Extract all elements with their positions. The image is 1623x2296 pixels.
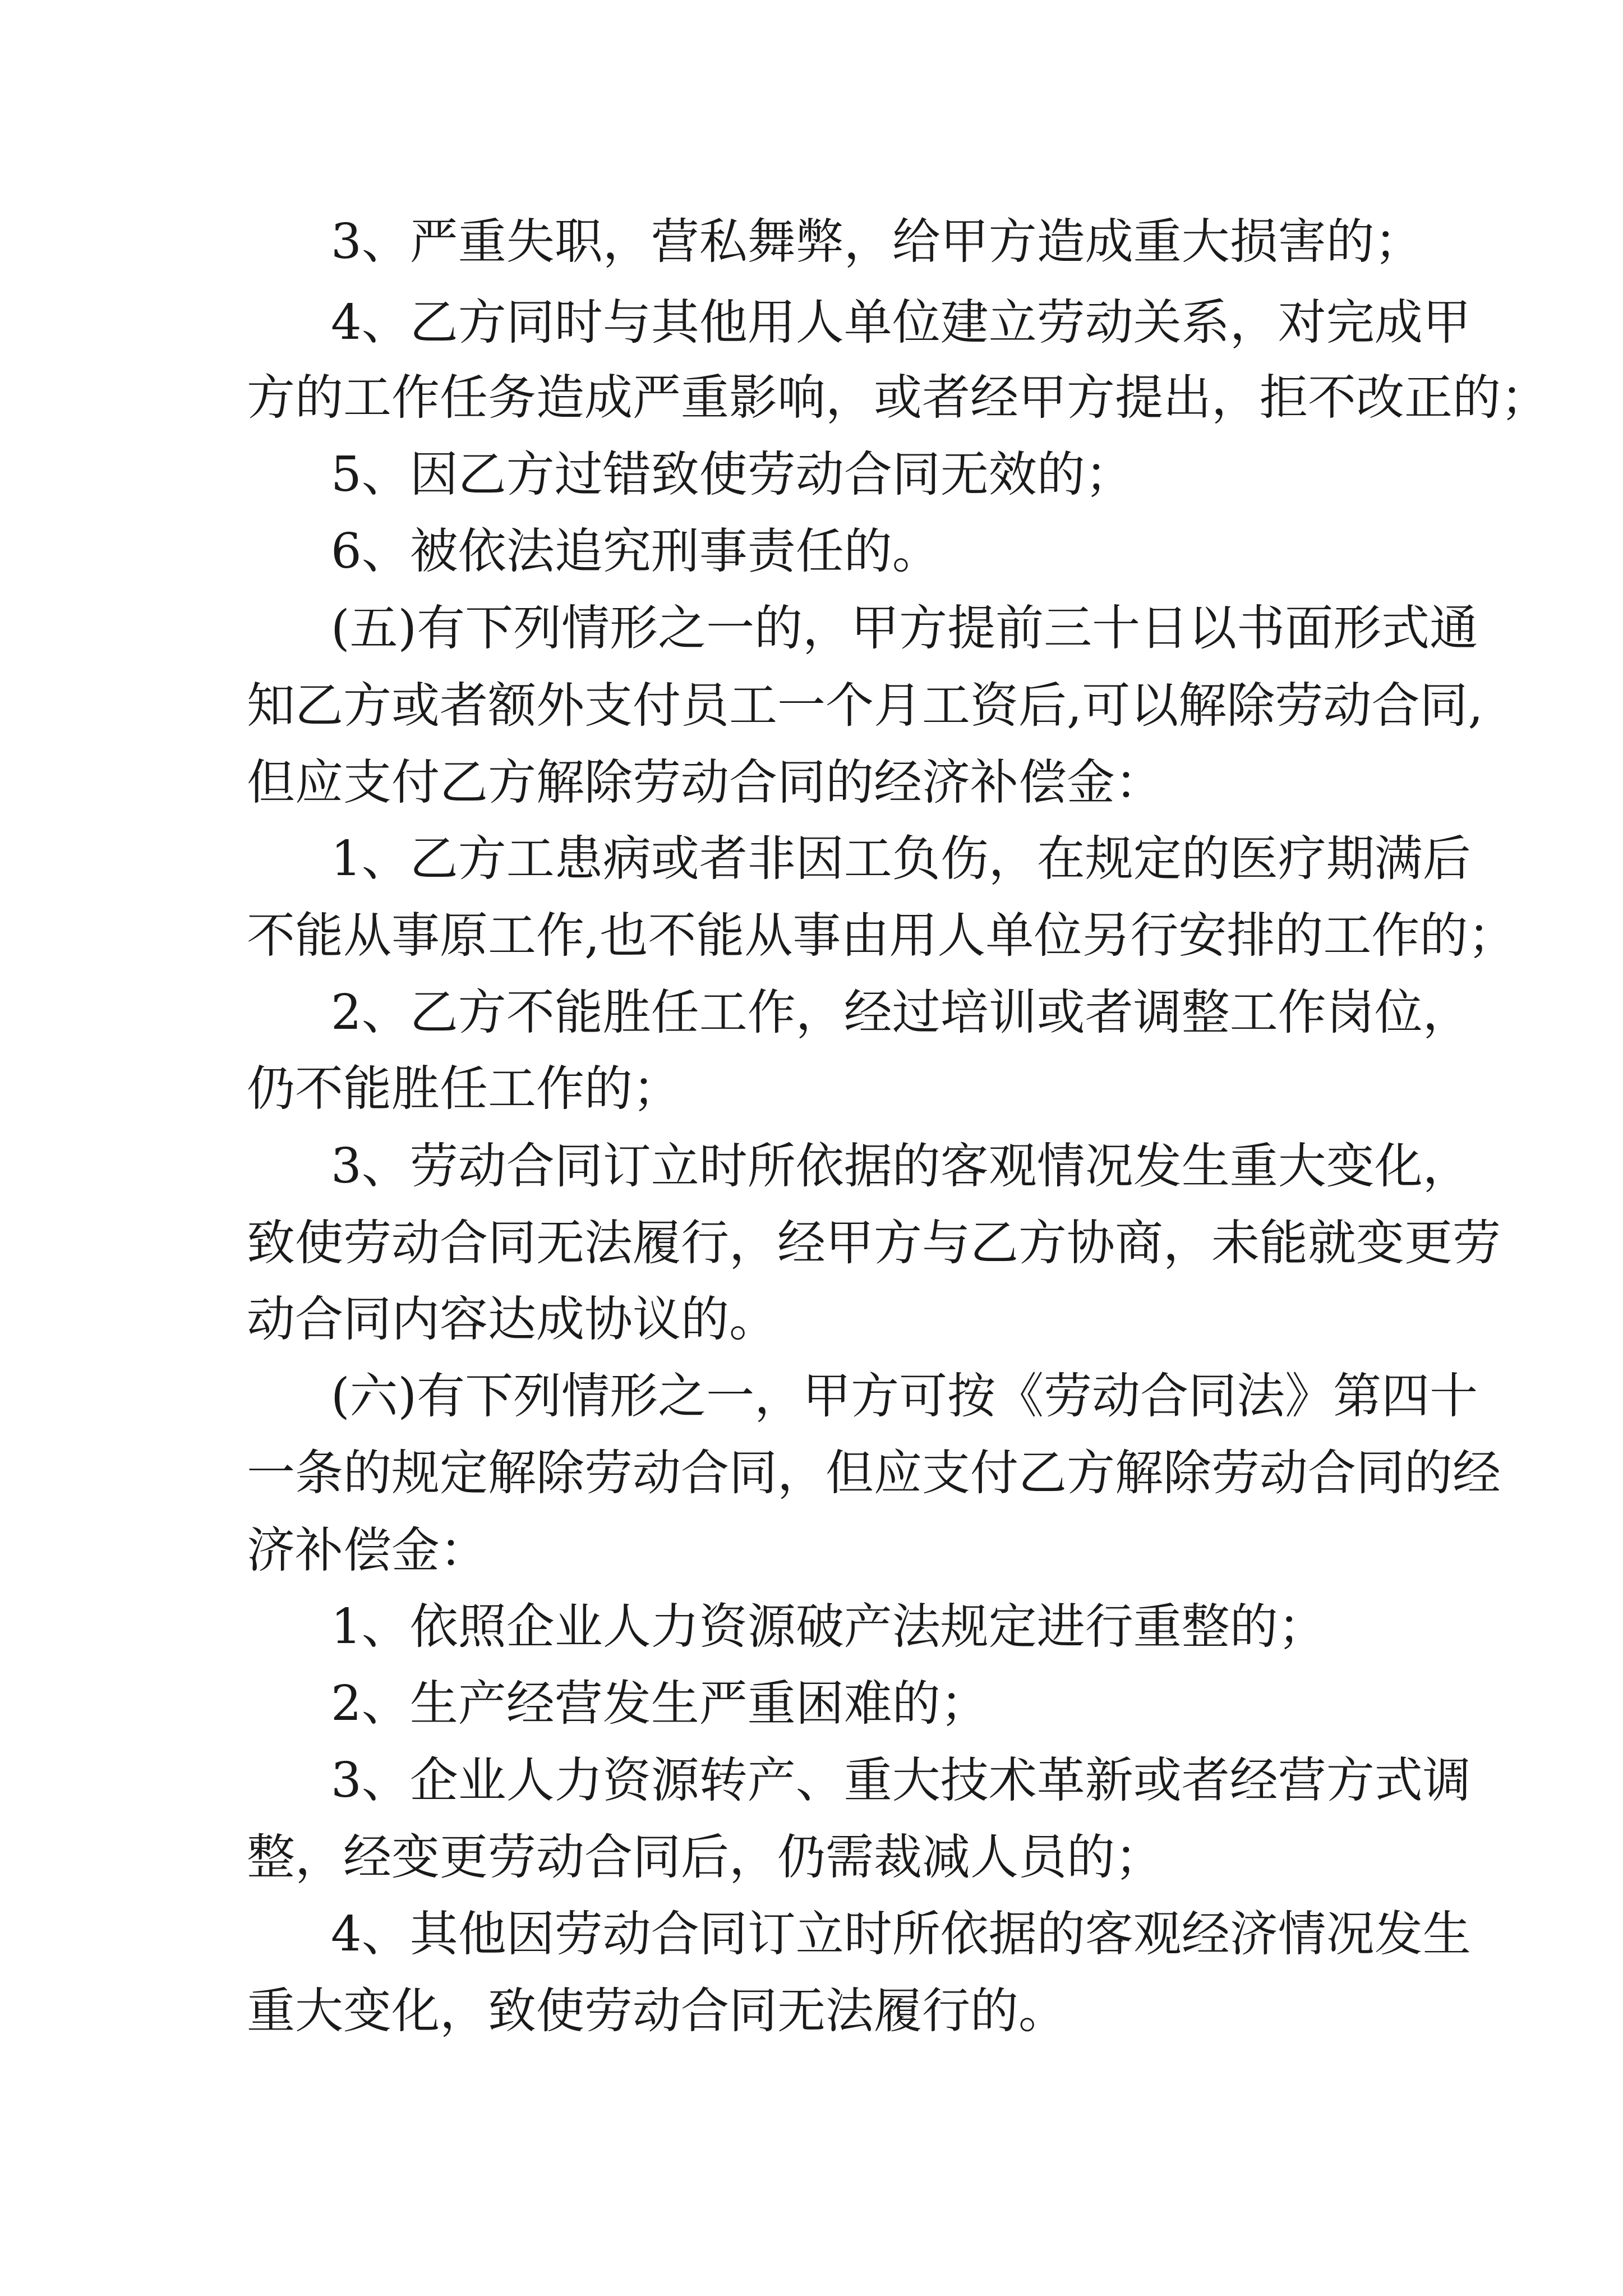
clause-line: 5、因乙方过错致使劳动合同无效的； [331, 447, 1133, 503]
clause-line: 不能从事原工作,也不能从事由用人单位另行安排的工作的； [247, 908, 1516, 964]
clause-line: 知乙方或者额外支付员工一个月工资后,可以解除劳动合同, [247, 678, 1483, 734]
clause-line: 致使劳动合同无法履行，经甲方与乙方协商，未能就变更劳 [247, 1215, 1501, 1271]
clause-line: 一条的规定解除劳动合同，但应支付乙方解除劳动合同的经 [247, 1445, 1501, 1501]
clause-line: 2、生产经营发生严重困难的； [331, 1676, 989, 1732]
clause-line: 3、劳动合同订立时所依据的客观情况发生重大变化， [331, 1138, 1471, 1194]
clause-line: 动合同内容达成协议的。 [247, 1291, 777, 1347]
clause-line: 4、乙方同时与其他用人单位建立劳动关系，对完成甲 [331, 295, 1471, 351]
clause-line: 6、被依法追究刑事责任的。 [331, 523, 940, 579]
clause-line: 重大变化，致使劳动合同无法履行的。 [247, 1983, 1067, 2039]
clause-line: 方的工作任务造成严重影响，或者经甲方提出，拒不改正的； [247, 370, 1549, 426]
clause-line: 仍不能胜任工作的； [247, 1061, 681, 1117]
clause-line: 但应支付乙方解除劳动合同的经济补偿金： [247, 754, 1163, 811]
clause-line: 2、乙方不能胜任工作，经过培训或者调整工作岗位， [331, 984, 1471, 1041]
clause-line: 济补偿金： [247, 1522, 488, 1579]
clause-line: 整，经变更劳动合同后，仍需裁减人员的； [247, 1829, 1163, 1885]
clause-line: (六)有下列情形之一，甲方可按《劳动合同法》第四十 [331, 1368, 1478, 1424]
clause-line: 4、其他因劳动合同订立时所依据的客观经济情况发生 [331, 1906, 1471, 1962]
clause-line: 3、企业人力资源转产、重大技术革新或者经营方式调 [331, 1752, 1471, 1809]
clause-line: (五)有下列情形之一的，甲方提前三十日以书面形式通 [331, 600, 1478, 656]
clause-line: 1、依照企业人力资源破产法规定进行重整的； [331, 1599, 1326, 1655]
clause-line: 1、乙方工患病或者非因工负伤，在规定的医疗期满后 [331, 831, 1471, 887]
clause-line: 3、严重失职，营私舞弊，给甲方造成重大损害的； [331, 214, 1423, 270]
